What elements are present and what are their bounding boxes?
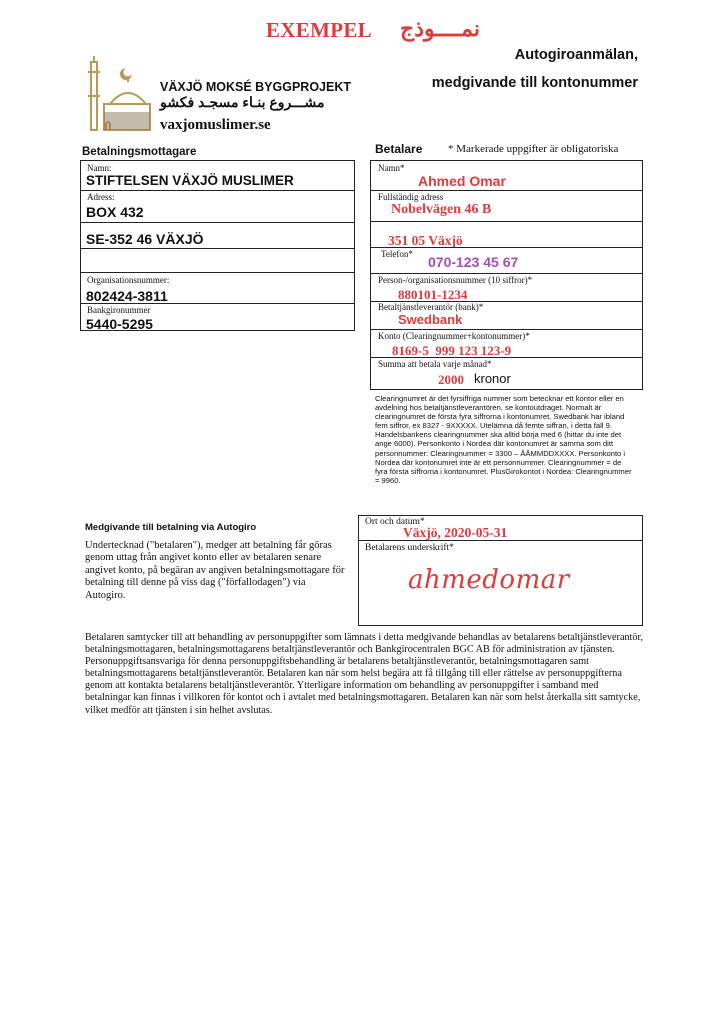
payer-name-label: Namn*	[378, 163, 405, 173]
payee-address-line1: BOX 432	[86, 204, 144, 220]
payee-heading: Betalningsmottagare	[82, 146, 197, 158]
payee-box	[80, 160, 355, 331]
example-watermark-arabic: نمــــوذج	[400, 16, 480, 41]
payer-phone-field[interactable]: 070-123 45 67	[428, 254, 519, 270]
payer-bank-label: Betaltjänstleverantör (bank)*	[378, 302, 484, 312]
org-name: VÄXJÖ MOKSÉ BYGGPROJEKT	[160, 80, 352, 94]
payer-address-line1-field[interactable]: Nobelvägen 46 B	[391, 202, 492, 217]
signature-field[interactable]: ahmedomar	[408, 565, 570, 595]
form-title-line2: medgivande till kontonummer	[431, 75, 638, 91]
org-name-arabic: مشـــروع بنـاء مسجـد فكشو	[160, 94, 325, 110]
signature-label: Betalarens underskrift*	[365, 543, 454, 553]
payer-address-label: Fullständig adress	[378, 192, 444, 202]
place-date-label: Ort och datum*	[365, 517, 425, 527]
payer-account-field[interactable]: 8169-5 999 123 123-9	[392, 343, 512, 358]
payee-address-label: Adress:	[87, 192, 115, 202]
payer-account-label: Konto (Clearingnummer+kontonummer)*	[378, 331, 530, 341]
place-date-box	[358, 515, 643, 541]
payee-bankgiro-label: Bankgironummer	[87, 305, 151, 315]
place-date-field[interactable]: Växjö, 2020-05-31	[403, 525, 508, 540]
mosque-icon	[82, 52, 152, 138]
consent-heading: Medgivande till betalning via Autogiro	[85, 522, 257, 533]
form-title-line1: Autogiroanmälan,	[514, 47, 638, 63]
clearing-info-text: Clearingnumret är det fyrsiffriga nummer som betecknar ett kontor eller en avdelning hos betaltjänstleverantören, se kontoutdraget. Normalt är clearingnumret de första fyra siffrorna i kontonumret. Swedbank har ibland fem siffror, ex 8327 - 9XXXXX. Utelämna då femte siffran, i detta fall 9. Handelsbankens clearingnummer ska alltid börja med 6 (hittar du inte det ange 6000). Personkonto i Nordea där kontonumret är samma som ditt personnummer: Clearingnummer = 3300 – ÅÅMMDDXXXX. Personkonto i Nordea där kontonumret inte är ett personnummer. Clearingnummer = de fyra första siffrorna i kontonumret. PlusGirokontot i Nordea: Clearingnummer = 9960.	[375, 394, 632, 485]
payee-bankgiro: 5440-5295	[86, 316, 153, 332]
mosque-logo	[82, 52, 152, 138]
payer-address-line2-field[interactable]: 351 05 Växjö	[388, 233, 463, 248]
consent-text: Undertecknad ("betalaren"), medger att betalning får göras genom uttag från angivet konto eller av betalaren senare angivet konto, på begäran av angiven betalningsmottagare för betalning till denne på viss dag ("förfallodagen") via Autogiro.	[85, 540, 345, 601]
payer-amount-unit: kronor	[474, 371, 511, 386]
payee-name: STIFTELSEN VÄXJÖ MUSLIMER	[86, 173, 294, 188]
payer-personal-number-field[interactable]: 880101-1234	[398, 287, 468, 302]
payee-org-number-label: Organisationsnummer:	[87, 275, 170, 285]
gdpr-text: Betalaren samtycker till att behandling av personuppgifter som lämnats i detta medgivande behandlas av betalarens betaltjänstleverantör, betalningsmottagaren, betalningsmottagarens betaltjänstleverantör och Bankgirocentralen BGC AB för administration av tjänsten. Personuppgiftsansvariga för denna personuppgiftsbehandling är betalarens betaltjänstleverantör, betalningsmottagaren samt betalningsmottagarens betaltjänstleverantör. Betalaren kan när som helst begära att få tillgång till eller rättelse av personuppgifterna genom att kontakta betalarens betaltjänstleverantör. Ytterligare information om behandling av personuppgifter i samband med betalningar kan finnas i villkoren för kontot och i avtalet med betalningsmottagaren. Betalaren kan när som helst återkalla sitt samtycke, vilket medför att tjänsten i sin helhet avslutas.	[85, 632, 644, 716]
payer-box	[370, 160, 643, 390]
example-watermark: EXEMPEL	[266, 18, 372, 42]
payee-name-label: Namn:	[87, 163, 112, 173]
payee-org-number: 802424-3811	[86, 288, 168, 304]
website-link[interactable]: vaxjomuslimer.se	[160, 117, 271, 133]
payer-heading: Betalare	[375, 142, 423, 156]
payer-bank-field[interactable]: Swedbank	[398, 312, 463, 327]
payee-address-line2: SE-352 46 VÄXJÖ	[86, 231, 204, 247]
payer-amount-field[interactable]: 2000	[438, 372, 464, 387]
payer-name-field[interactable]: Ahmed Omar	[418, 173, 506, 189]
payer-phone-label: Telefon*	[381, 249, 413, 259]
payer-personal-number-label: Person-/organisationsnummer (10 siffror)*	[378, 275, 533, 285]
payer-amount-label: Summa att betala varje månad*	[378, 359, 492, 369]
required-note: * Markerade uppgifter är obligatoriska	[448, 143, 619, 155]
